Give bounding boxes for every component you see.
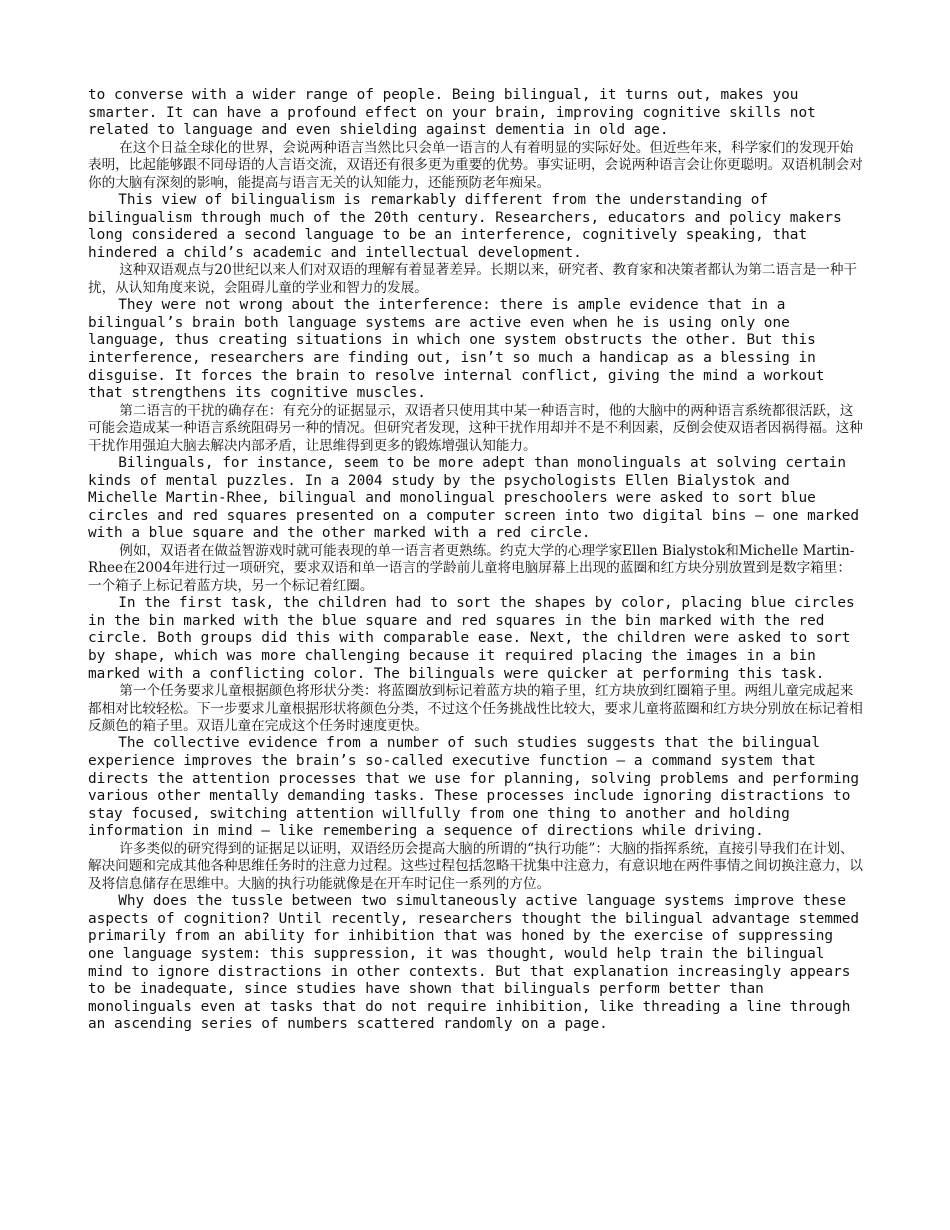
paragraph-en-5: In the first task, the children had to sort the shapes by color, placing blue circles in the bin marked with the blue square and red squares in the bin marked with the red circle. Both groups did this with comparable ease. Next, the children were asked to sort by shape, which was more challenging because it required placing the images in a bin marked with a conflicting color. The bilinguals were quicker at performing this task. [88,595,855,682]
paragraph-zh-4: 例如，双语者在做益智游戏时就可能表现的单一语言者更熟练。约克大学的心理学家Ellen Bialystok和Michelle Martin-Rhee在2004年进行过一项研究，要求双语和单一语言的学龄前儿童将电脑屏幕上出现的蓝圈和红方块分别放置到是数字箱里：一个箱子上标记着蓝方块，另一个标记着红圈。 [88,542,855,594]
paragraph-en-3: They were not wrong about the interference: there is ample evidence that in a bilingual’s brain both language systems are active even when he is using only one language, thus creating situations in which one system obstructs the other. But this interference, researchers are finding out, isn’t so much a handicap as a blessing in disguise. It forces the brain to resolve internal conflict, giving the mind a workout that strengthens its cognitive muscles. [88,297,825,402]
paragraph-zh-6: 许多类似的研究得到的证据足以证明，双语经历会提高大脑的所谓的“执行功能”：大脑的指挥系统，直接引导我们在计划、解决问题和完成其他各种思维任务时的注意力过程。这些过程包括忽略干扰集中注意力，有意识地在两件事情之间切换注意力，以及将信息储存在思维中。大脑的执行功能就像是在开车时记住一系列的方位。 [88,840,863,892]
paragraph-en-2: This view of bilingualism is remarkably different from the understanding of bilingualism through much of the 20th century. Researchers, educators and policy makers long considered a second language to be an interference, cognitively speaking, that hindered a child’s academic and intellectual development. [88,192,842,261]
document-body [88,87,864,1034]
paragraph-en-7: Why does the tussle between two simultaneously active language systems improve these aspects of cognition? Until recently, researchers thought the bilingual advantage stemmed primarily from an ability for inhibition that was honed by the exercise of suppressing one language system: this suppression, it was thought, would help train the bilingual mind to ignore distractions in other contexts. But that explanation increasingly appears to be inadequate, since studies have shown that bilinguals perform better than monolinguals even at tasks that do not require inhibition, like threading a line through an ascending series of numbers scattered randomly on a page. [88,893,860,1033]
paragraph-zh-3: 第二语言的干扰的确存在：有充分的证据显示，双语者只使用其中某一种语言时，他的大脑中的两种语言系统都很活跃，这可能会造成某一种语言系统阻碍另一种的情况。但研究者发现，这种干扰作用却并不是不利因素，反倒会使双语者因祸得福。这种干扰作用强迫大脑去解决内部矛盾，让思维得到更多的锻炼增强认知能力。 [88,402,863,454]
paragraph-zh-1: 在这个日益全球化的世界，会说两种语言当然比只会单一语言的人有着明显的实际好处。但近些年来，科学家们的发现开始表明，比起能够跟不同母语的人言语交流，双语还有很多更为重要的优势。事实证明，会说两种语言会让你更聪明。双语机制会对你的大脑有深刻的影响，能提高与语言无关的认知能力，还能预防老年痴呆。 [88,139,863,191]
paragraph-en-1: to converse with a wider range of people. Being bilingual, it turns out, makes you smarter. It can have a profound effect on your brain, improving cognitive skills not related to language and even shielding against dementia in old age. [88,87,816,139]
paragraph-en-4: Bilinguals, for instance, seem to be more adept than monolinguals at solving certain kinds of mental puzzles. In a 2004 study by the psychologists Ellen Bialystok and Michelle Martin-Rhee, bilingual and monolingual preschoolers were asked to sort blue circles and red squares presented on a computer screen into two digital bins — one marked with a blue square and the other marked with a red circle. [88,454,860,542]
paragraph-zh-2: 这种双语观点与20世纪以来人们对双语的理解有着显著差异。长期以来，研究者、教育家和决策者都认为第二语言是一种干扰，从认知角度来说，会阻碍儿童的学业和智力的发展。 [88,262,858,296]
paragraph-zh-5: 第一个任务要求儿童根据颜色将形状分类：将蓝圈放到标记着蓝方块的箱子里，红方块放到红圈箱子里。两组儿童完成起来都相对比较轻松。下一步要求儿童根据形状将颜色分类，不过这个任务挑战性比较大，要求儿童将蓝圈和红方块分别放在标记着相反颜色的箱子里。双语儿童在完成这个任务时速度更快。 [88,683,863,734]
paragraph-en-6: The collective evidence from a number of such studies suggests that the bilingual experience improves the brain’s so-called executive function — a command system that directs the attention processes that we use for planning, solving problems and performing various other mentally demanding tasks. These processes include ignoring distractions to stay focused, switching attention willfully from one thing to another and holding information in mind — like remembering a sequence of directions while driving. [88,735,860,840]
